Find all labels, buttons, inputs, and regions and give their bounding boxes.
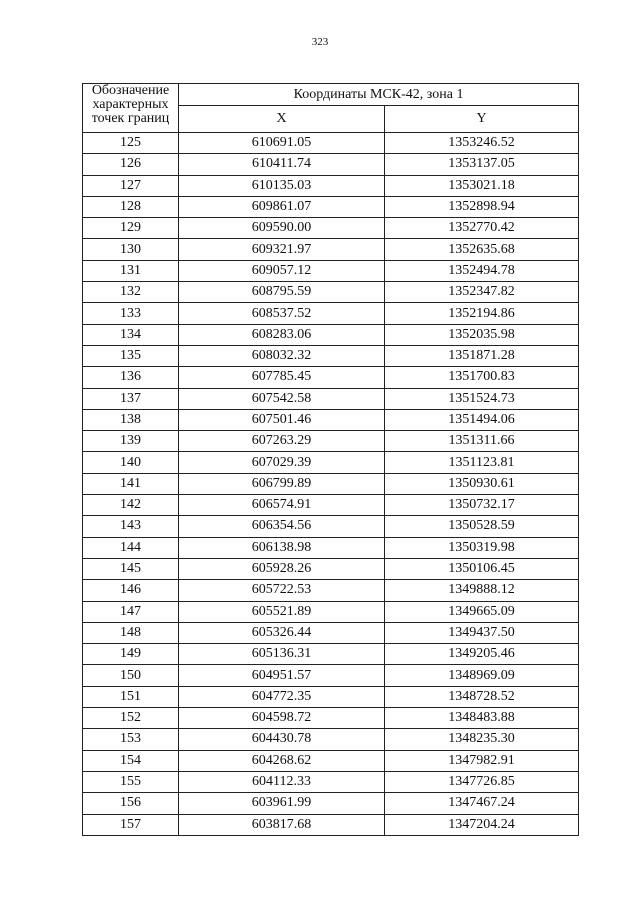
table-row	[83, 558, 579, 579]
x-cell: 610691.05	[179, 133, 385, 154]
point-cell: 145	[83, 558, 179, 579]
y-cell: 1348969.09	[385, 665, 579, 686]
table-row	[83, 622, 579, 643]
table-row	[83, 601, 579, 622]
x-cell: 604951.57	[179, 665, 385, 686]
point-cell: 156	[83, 793, 179, 814]
point-cell: 153	[83, 729, 179, 750]
y-cell: 1347726.85	[385, 771, 579, 792]
point-cell: 144	[83, 537, 179, 558]
y-cell: 1349437.50	[385, 622, 579, 643]
header-point-designation: Обозначение характерных точек границ	[83, 84, 179, 133]
table-body	[83, 133, 579, 836]
x-cell: 608032.32	[179, 345, 385, 366]
point-cell: 127	[83, 175, 179, 196]
table-row	[83, 793, 579, 814]
x-cell: 610411.74	[179, 154, 385, 175]
x-cell: 605928.26	[179, 558, 385, 579]
y-cell: 1352635.68	[385, 239, 579, 260]
table-row	[83, 218, 579, 239]
x-cell: 604430.78	[179, 729, 385, 750]
table-row	[83, 154, 579, 175]
table-row	[83, 516, 579, 537]
y-cell: 1350319.98	[385, 537, 579, 558]
point-cell: 157	[83, 814, 179, 835]
x-cell: 609861.07	[179, 196, 385, 217]
y-cell: 1351871.28	[385, 345, 579, 366]
y-cell: 1349665.09	[385, 601, 579, 622]
table-row	[83, 495, 579, 516]
y-cell: 1353021.18	[385, 175, 579, 196]
x-cell: 603961.99	[179, 793, 385, 814]
x-cell: 607263.29	[179, 431, 385, 452]
y-cell: 1348728.52	[385, 686, 579, 707]
point-cell: 137	[83, 388, 179, 409]
table-row	[83, 324, 579, 345]
point-cell: 154	[83, 750, 179, 771]
point-cell: 136	[83, 367, 179, 388]
table-row	[83, 473, 579, 494]
x-cell: 605722.53	[179, 580, 385, 601]
table-row	[83, 175, 579, 196]
y-cell: 1351700.83	[385, 367, 579, 388]
y-cell: 1352898.94	[385, 196, 579, 217]
table-header	[83, 84, 579, 133]
x-cell: 606799.89	[179, 473, 385, 494]
x-cell: 609057.12	[179, 260, 385, 281]
y-cell: 1351123.81	[385, 452, 579, 473]
x-cell: 605326.44	[179, 622, 385, 643]
table-row	[83, 537, 579, 558]
point-cell: 150	[83, 665, 179, 686]
point-cell: 149	[83, 644, 179, 665]
table-row	[83, 452, 579, 473]
point-cell: 125	[83, 133, 179, 154]
point-cell: 130	[83, 239, 179, 260]
table-row	[83, 814, 579, 835]
point-cell: 128	[83, 196, 179, 217]
y-cell: 1349205.46	[385, 644, 579, 665]
table-row	[83, 771, 579, 792]
y-cell: 1351494.06	[385, 409, 579, 430]
y-cell: 1352035.98	[385, 324, 579, 345]
table-row	[83, 260, 579, 281]
point-cell: 135	[83, 345, 179, 366]
x-cell: 609590.00	[179, 218, 385, 239]
table-row	[83, 686, 579, 707]
y-cell: 1352347.82	[385, 282, 579, 303]
point-cell: 139	[83, 431, 179, 452]
y-cell: 1349888.12	[385, 580, 579, 601]
y-cell: 1350528.59	[385, 516, 579, 537]
y-cell: 1350106.45	[385, 558, 579, 579]
table-row	[83, 239, 579, 260]
table-row	[83, 431, 579, 452]
x-cell: 606354.56	[179, 516, 385, 537]
y-cell: 1352770.42	[385, 218, 579, 239]
table-row	[83, 729, 579, 750]
table-row	[83, 580, 579, 601]
table-row	[83, 409, 579, 430]
point-cell: 138	[83, 409, 179, 430]
x-cell: 604268.62	[179, 750, 385, 771]
header-y: Y	[385, 106, 579, 133]
point-cell: 131	[83, 260, 179, 281]
point-cell: 142	[83, 495, 179, 516]
x-cell: 607501.46	[179, 409, 385, 430]
header-coordinates-system: Координаты МСК-42, зона 1	[179, 84, 579, 106]
x-cell: 607542.58	[179, 388, 385, 409]
x-cell: 608537.52	[179, 303, 385, 324]
header-row-top	[83, 84, 579, 106]
y-cell: 1347467.24	[385, 793, 579, 814]
y-cell: 1350930.61	[385, 473, 579, 494]
point-cell: 152	[83, 708, 179, 729]
point-cell: 155	[83, 771, 179, 792]
point-cell: 147	[83, 601, 179, 622]
point-cell: 143	[83, 516, 179, 537]
x-cell: 607029.39	[179, 452, 385, 473]
x-cell: 606574.91	[179, 495, 385, 516]
table-row	[83, 303, 579, 324]
x-cell: 604112.33	[179, 771, 385, 792]
x-cell: 604772.35	[179, 686, 385, 707]
point-cell: 151	[83, 686, 179, 707]
y-cell: 1347982.91	[385, 750, 579, 771]
header-x: X	[179, 106, 385, 133]
point-cell: 129	[83, 218, 179, 239]
table-row	[83, 345, 579, 366]
point-cell: 134	[83, 324, 179, 345]
table-row	[83, 196, 579, 217]
table-row	[83, 282, 579, 303]
x-cell: 604598.72	[179, 708, 385, 729]
y-cell: 1348235.30	[385, 729, 579, 750]
x-cell: 606138.98	[179, 537, 385, 558]
point-cell: 132	[83, 282, 179, 303]
x-cell: 609321.97	[179, 239, 385, 260]
x-cell: 605136.31	[179, 644, 385, 665]
table-row	[83, 708, 579, 729]
y-cell: 1348483.88	[385, 708, 579, 729]
point-cell: 140	[83, 452, 179, 473]
x-cell: 607785.45	[179, 367, 385, 388]
y-cell: 1347204.24	[385, 814, 579, 835]
x-cell: 603817.68	[179, 814, 385, 835]
x-cell: 608795.59	[179, 282, 385, 303]
y-cell: 1353137.05	[385, 154, 579, 175]
table-row	[83, 644, 579, 665]
coordinates-table	[82, 83, 579, 836]
table-row	[83, 388, 579, 409]
point-cell: 141	[83, 473, 179, 494]
table-row	[83, 133, 579, 154]
table-row	[83, 665, 579, 686]
table-row	[83, 367, 579, 388]
page-number: 323	[311, 36, 329, 48]
point-cell: 148	[83, 622, 179, 643]
point-cell: 146	[83, 580, 179, 601]
y-cell: 1353246.52	[385, 133, 579, 154]
x-cell: 608283.06	[179, 324, 385, 345]
y-cell: 1352494.78	[385, 260, 579, 281]
x-cell: 605521.89	[179, 601, 385, 622]
y-cell: 1351524.73	[385, 388, 579, 409]
y-cell: 1350732.17	[385, 495, 579, 516]
point-cell: 126	[83, 154, 179, 175]
table-row	[83, 750, 579, 771]
y-cell: 1352194.86	[385, 303, 579, 324]
x-cell: 610135.03	[179, 175, 385, 196]
y-cell: 1351311.66	[385, 431, 579, 452]
point-cell: 133	[83, 303, 179, 324]
